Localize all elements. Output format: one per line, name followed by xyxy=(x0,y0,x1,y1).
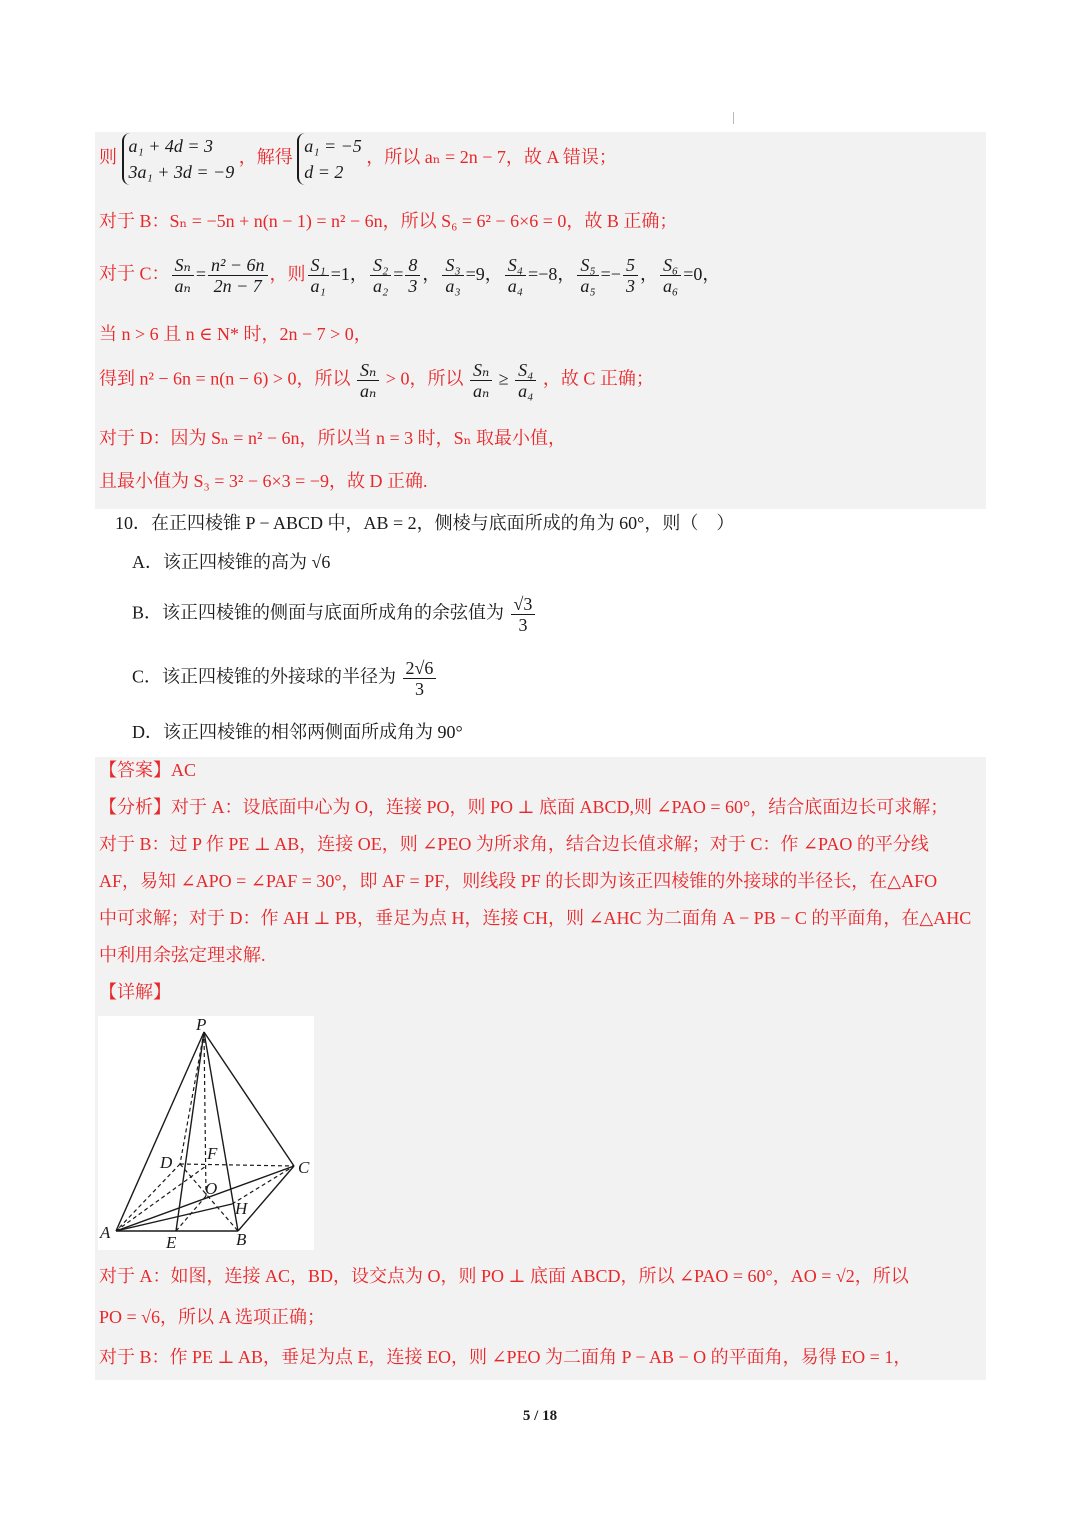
margin-mark xyxy=(733,112,734,124)
fraction-7: $\frac{\text{S₅}}{\text{a₅}}$ xyxy=(577,255,598,296)
solution-line-3: 对于 C： $\frac{\text{Sₙ}}{\text{aₙ}}$ = $\frac{\text{n² − 6n}}{2n - 7}$ ，则 $\frac{\text{S₁}}{\text{a₁}}$ =1， $\frac{\text{S₂}}{\text{a₂}}$ = $\frac{8}{3}$ ， $\frac{\text{S₃}}{\text{a₃}}$ =9， $\frac{\text{S₄}}{\text{a₄}}$ =−8， $\frac{\text{S₅}}{\text{a₅}}$ =− $\frac{5}{3}$ ， $\frac{\text{S₆}}{\text{a₆}}$ =0， xyxy=(99,255,721,296)
label-a: A xyxy=(100,1223,111,1242)
fraction-3: $\frac{\text{S₂}}{\text{a₂}}$ xyxy=(370,255,391,296)
option-a: A．该正四棱锥的高为 √6 xyxy=(132,552,331,572)
analysis-line-1: 【分析】对于 A：设底面中心为 O，连接 PO，则 PO ⊥ 底面 ABCD,则 ∠PAO = 60°，结合底面边长可求解； xyxy=(99,797,949,817)
solution-line-7: 且最小值为 S₃ = 3² − 6×3 = −9，故 D 正确. xyxy=(99,471,428,491)
analysis-line-3: AF，易知 ∠APO = ∠PAF = 30°，即 AF = PF，则线段 PF 的长即为该正四棱锥的外接球的半径长，在△AFO xyxy=(99,871,938,891)
analysis-line-2: 对于 B：过 P 作 PE ⊥ AB，连接 OE，则 ∠PEO 为所求角，结合边长值求解；对于 C：作 ∠PAO 的平分线 xyxy=(99,834,929,854)
solution-line-2: 对于 B：Sₙ = −5n + n(n − 1) = n² − 6n，所以 S₆ = 6² − 6×6 = 0，故 B 正确； xyxy=(99,211,678,231)
fraction-4: $\frac{8}{3}$ xyxy=(405,255,420,296)
analysis-line-5: 中利用余弦定理求解. xyxy=(99,945,266,965)
pyramid-figure xyxy=(98,1016,314,1250)
analysis-line-4: 中可求解；对于 D：作 AH ⊥ PB，垂足为点 H，连接 CH，则 ∠AHC 为二面角 A − PB − C 的平面角，在△AHC xyxy=(99,908,972,928)
fraction-1: $\frac{\text{n² − 6n}}{2n - 7}$ xyxy=(208,255,268,296)
pyramid-diagram xyxy=(98,1016,314,1250)
option-c: C．该正四棱锥的外接球的半径为 $\frac{2√6}{3}$ xyxy=(132,658,438,699)
option-d: D．该正四棱锥的相邻两侧面所成角为 90° xyxy=(132,722,463,742)
equation-system-2: a₁ = −5 d = 2 xyxy=(297,133,362,185)
question-stem: 10．在正四棱锥 P − ABCD 中，AB = 2，侧棱与底面所成的角为 60°，则（ ） xyxy=(115,513,735,533)
detail-heading: 【详解】 xyxy=(99,982,171,1002)
fraction-6: $\frac{\text{S₄}}{\text{a₄}}$ xyxy=(505,255,526,296)
solution-line-1: 则 a₁ + 4d = 3 3a₁ + 3d = −9 ，解得 a₁ = −5 d = 2 ，所以 aₙ = 2n − 7，故 A 错误； xyxy=(99,133,617,189)
fraction-9: $\frac{\text{S₆}}{\text{a₆}}$ xyxy=(660,255,681,296)
solution-line-5: 得到 n² − 6n = n(n − 6) > 0，所以 $\frac{\text{Sₙ}}{\text{aₙ}}$ > 0，所以 $\frac{\text{Sₙ}}{\text{aₙ}}$ ≥ $\frac{\text{S₄}}{\text{a₄}}$ ，故 C 正确； xyxy=(99,360,654,401)
solution-line-4: 当 n > 6 且 n ∈ N* 时，2n − 7 > 0， xyxy=(99,324,372,344)
detail-line-2: PO = √6，所以 A 选项正确； xyxy=(99,1307,326,1327)
fraction-5: $\frac{\text{S₃}}{\text{a₃}}$ xyxy=(442,255,463,296)
fraction-8: $\frac{5}{3}$ xyxy=(623,255,638,296)
label-b: B xyxy=(236,1230,247,1249)
label-c: C xyxy=(298,1158,310,1177)
label-h: H xyxy=(235,1199,248,1218)
label-p: P xyxy=(196,1016,207,1034)
equation-system-1: a₁ + 4d = 3 3a₁ + 3d = −9 xyxy=(122,133,235,185)
answer-line: 【答案】AC xyxy=(99,760,197,780)
label-e: E xyxy=(166,1233,177,1250)
page-number: 5 / 18 xyxy=(522,1408,558,1424)
label-d: D xyxy=(160,1153,173,1172)
detail-line-1: 对于 A：如图，连接 AC，BD，设交点为 O，则 PO ⊥ 底面 ABCD，所以 ∠PAO = 60°，AO = √2，所以 xyxy=(99,1266,909,1286)
solution-line-6: 对于 D：因为 Sₙ = n² − 6n，所以当 n = 3 时，Sₙ 取最小值， xyxy=(99,428,566,448)
fraction-0: $\frac{\text{Sₙ}}{\text{aₙ}}$ xyxy=(172,255,194,296)
option-b: B．该正四棱锥的侧面与底面所成角的余弦值为 $\frac{√3}{3}$ xyxy=(132,594,537,635)
label-o: O xyxy=(205,1179,218,1198)
fraction-2: $\frac{\text{S₁}}{\text{a₁}}$ xyxy=(308,255,329,296)
label-f: F xyxy=(207,1144,218,1163)
detail-line-3: 对于 B：作 PE ⊥ AB，垂足为点 E，连接 EO，则 ∠PEO 为二面角 P − AB − O 的平面角，易得 EO = 1， xyxy=(99,1347,912,1367)
